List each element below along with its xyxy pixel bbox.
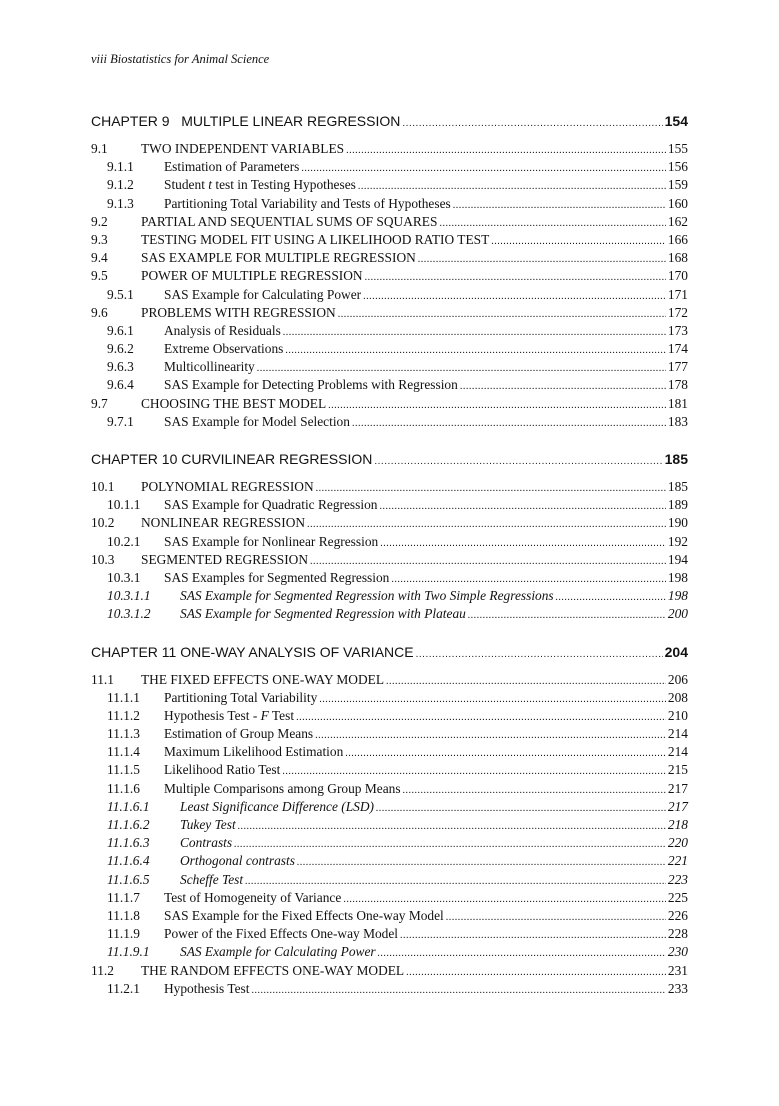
- page-number: 220: [667, 835, 688, 851]
- page-number: 228: [667, 926, 688, 942]
- leader-dots: [283, 324, 666, 342]
- page-number: 218: [667, 817, 688, 832]
- toc-entry: [91, 569, 688, 587]
- leader-dots: [406, 964, 666, 982]
- leader-dots: [315, 727, 666, 745]
- chapter-page: 204: [664, 643, 688, 660]
- section-title: CHOOSING THE BEST MODEL: [141, 395, 327, 411]
- section-number: 9.1.3: [107, 195, 134, 211]
- chapter-title: CHAPTER 9 MULTIPLE LINEAR REGRESSION: [91, 113, 401, 129]
- page-number: 171: [667, 286, 688, 302]
- page-number: 225: [667, 889, 688, 905]
- toc-entry: [91, 231, 688, 249]
- toc-entry: [91, 267, 688, 285]
- section-title: Contrasts: [180, 835, 233, 851]
- section-title: Likelihood Ratio Test: [164, 762, 281, 778]
- section-title: Hypothesis Test: [164, 980, 250, 996]
- page-number: 233: [667, 980, 688, 996]
- section-number: 11.1.4: [107, 744, 140, 760]
- chapter-heading: [91, 448, 688, 470]
- title-italic-part: F: [260, 707, 269, 723]
- toc-entry: [91, 725, 688, 743]
- leader-dots: [319, 691, 666, 709]
- section-number: 9.2: [91, 213, 108, 229]
- section-title: THE FIXED EFFECTS ONE-WAY MODEL: [141, 671, 385, 687]
- section-number: 11.1.6.5: [107, 871, 150, 887]
- title-part: test in Testing Hypotheses: [212, 177, 356, 193]
- section-title: POWER OF MULTIPLE REGRESSION: [141, 268, 363, 284]
- section-title: Tukey Test: [180, 817, 236, 832]
- section-title: SAS Example for Quadratic Regression: [164, 497, 378, 513]
- title-italic-part: t: [208, 177, 212, 193]
- section-title: SAS Example for Segmented Regression with Plateau: [180, 606, 466, 622]
- section-title: SAS Example for Segmented Regression with Two Simple Regressions: [180, 588, 554, 604]
- section-title: Estimation of Parameters: [164, 159, 300, 175]
- leader-dots: [297, 854, 666, 872]
- toc-entry: [91, 358, 688, 376]
- page-number: 208: [667, 689, 688, 705]
- section-number: 10.3.1: [107, 569, 141, 585]
- leader-dots: [400, 927, 666, 945]
- section-number: 11.1.5: [107, 762, 140, 778]
- section-title: Scheffe Test: [180, 871, 244, 887]
- section-number: 10.3.1.1: [107, 588, 151, 604]
- chapter-title: CHAPTER 10 CURVILINEAR REGRESSION: [91, 451, 373, 467]
- toc-entry: [91, 761, 688, 779]
- section-title: Analysis of Residuals: [164, 322, 281, 338]
- page-number: 170: [667, 268, 688, 284]
- chapter-heading: [91, 641, 688, 663]
- page-number: 174: [667, 341, 688, 357]
- toc-entry: [91, 496, 688, 514]
- leader-dots: [460, 378, 666, 396]
- toc-entry: [91, 852, 688, 870]
- section-number: 9.7: [91, 395, 108, 411]
- toc-entry: [91, 176, 688, 194]
- leader-dots: [296, 709, 666, 727]
- section-title: SAS Example for Calculating Power: [180, 944, 376, 960]
- page-number: 178: [667, 377, 688, 393]
- section-title: TWO INDEPENDENT VARIABLES: [141, 141, 345, 156]
- section-number: 9.5.1: [107, 286, 134, 302]
- leader-dots: [251, 982, 665, 1000]
- toc-entry: [91, 798, 688, 816]
- chapter-heading: [91, 110, 688, 132]
- section-number: 9.3: [91, 231, 108, 247]
- section-title: Multicollinearity: [164, 359, 255, 375]
- toc-entry: [91, 743, 688, 761]
- section-number: 11.1.2: [107, 707, 140, 723]
- section-title: POLYNOMIAL REGRESSION: [141, 479, 314, 494]
- page-number: 168: [667, 250, 688, 266]
- section-title: Power of the Fixed Effects One-way Model: [164, 926, 399, 942]
- section-title: Maximum Likelihood Estimation: [164, 744, 344, 760]
- section-number: 11.1.6.3: [107, 835, 150, 851]
- toc-entry: [91, 478, 688, 496]
- section-number: 10.2: [91, 515, 115, 531]
- page-number: 217: [667, 780, 688, 796]
- section-title: NONLINEAR REGRESSION: [141, 515, 306, 531]
- section-number: 11.1.9.1: [107, 944, 150, 960]
- section-title: THE RANDOM EFFECTS ONE-WAY MODEL: [141, 962, 405, 978]
- section-number: 9.5: [91, 268, 108, 284]
- toc-entry: [91, 514, 688, 532]
- page-number: 162: [667, 213, 688, 229]
- page-number: 210: [667, 707, 688, 723]
- leader-dots: [345, 745, 666, 763]
- leader-dots: [403, 782, 666, 800]
- section-title: Estimation of Group Means: [164, 726, 314, 742]
- table-of-contents: [91, 110, 688, 998]
- page-number: 194: [667, 551, 688, 567]
- leader-dots: [379, 498, 665, 516]
- toc-entry: [91, 249, 688, 267]
- section-number: 11.1: [91, 671, 114, 687]
- section-title: [164, 176, 356, 194]
- section-title: SAS Example for Calculating Power: [164, 286, 362, 302]
- page-number: 159: [667, 177, 688, 193]
- section-title: SAS Examples for Segmented Regression: [164, 569, 390, 585]
- section-number: 9.1.2: [107, 177, 134, 193]
- section-number: 11.1.7: [107, 889, 140, 905]
- leader-dots: [446, 909, 666, 927]
- page-number: 206: [667, 671, 688, 687]
- page-number: 189: [667, 497, 688, 513]
- page-number: 223: [667, 871, 688, 887]
- section-number: 11.1.1: [107, 689, 140, 705]
- page-number: 198: [667, 588, 688, 604]
- leader-dots: [376, 800, 666, 818]
- page-number: 183: [667, 413, 688, 429]
- toc-entry: [91, 376, 688, 394]
- section-title: SAS EXAMPLE FOR MULTIPLE REGRESSION: [141, 250, 416, 266]
- toc-entry: [91, 871, 688, 889]
- section-number: 11.2: [91, 962, 114, 978]
- title-part: Student: [164, 177, 209, 193]
- page-number: 215: [667, 762, 688, 778]
- leader-dots: [416, 644, 663, 666]
- title-part: Test: [268, 707, 295, 723]
- leader-dots: [418, 251, 666, 269]
- section-number: 11.1.3: [107, 726, 140, 742]
- section-number: 11.1.6.1: [107, 798, 150, 814]
- page-number: 160: [667, 195, 688, 211]
- page-number: 198: [667, 569, 688, 585]
- page-number: 190: [667, 515, 688, 531]
- toc-entry: [91, 889, 688, 907]
- toc-entry: [91, 340, 688, 358]
- section-number: 10.1: [91, 479, 115, 494]
- section-title: Least Significance Difference (LSD): [180, 798, 374, 814]
- section-number: 11.1.9: [107, 926, 140, 942]
- section-number: 11.1.6.2: [107, 817, 150, 832]
- toc-entry: [91, 413, 688, 431]
- page-number: 230: [667, 944, 688, 960]
- toc-entry: [91, 195, 688, 213]
- toc-entry: [91, 551, 688, 569]
- section-title: Multiple Comparisons among Group Means: [164, 780, 401, 796]
- section-title: PROBLEMS WITH REGRESSION: [141, 304, 336, 320]
- toc-entry: [91, 707, 688, 725]
- page-number: 221: [667, 853, 688, 869]
- section-title: SAS Example for the Fixed Effects One-way Model: [164, 907, 444, 923]
- toc-entry: [91, 834, 688, 852]
- title-part: Hypothesis Test -: [164, 707, 261, 723]
- page-number: 192: [667, 533, 688, 549]
- section-title: Extreme Observations: [164, 341, 284, 357]
- leader-dots: [378, 945, 666, 963]
- section-number: 11.1.8: [107, 907, 140, 923]
- leader-dots: [374, 451, 662, 473]
- leader-dots: [338, 306, 666, 324]
- page-number: 214: [667, 726, 688, 742]
- page-number: 200: [667, 606, 688, 622]
- section-number: 10.1.1: [107, 497, 141, 513]
- leader-dots: [380, 535, 666, 553]
- toc-entry: [91, 605, 688, 623]
- page-number: 156: [667, 159, 688, 175]
- chapter-title: CHAPTER 11 ONE-WAY ANALYSIS OF VARIANCE: [91, 643, 414, 660]
- section-title: SAS Example for Detecting Problems with Regression: [164, 377, 458, 393]
- section-number: 11.1.6: [107, 780, 140, 796]
- section-number: 10.3.1.2: [107, 606, 151, 622]
- leader-dots: [468, 607, 666, 625]
- section-number: 9.1: [91, 141, 108, 156]
- section-number: 9.6.1: [107, 322, 134, 338]
- toc-entry: [91, 322, 688, 340]
- section-number: 11.1.6.4: [107, 853, 150, 869]
- section-number: 9.6.2: [107, 341, 134, 357]
- leader-dots: [556, 589, 666, 607]
- leader-dots: [363, 288, 666, 306]
- toc-entry: [91, 587, 688, 605]
- leader-dots: [301, 160, 666, 178]
- section-title: Partitioning Total Variability: [164, 689, 318, 705]
- section-number: 10.3: [91, 551, 115, 567]
- chapter-page: 185: [664, 451, 688, 467]
- page-number: 217: [667, 798, 688, 814]
- toc-entry: [91, 980, 688, 998]
- section-title: [164, 707, 294, 725]
- section-title: SEGMENTED REGRESSION: [141, 551, 309, 567]
- section-title: PARTIAL AND SEQUENTIAL SUMS OF SQUARES: [141, 213, 438, 229]
- section-number: 9.7.1: [107, 413, 134, 429]
- section-number: 9.6.4: [107, 377, 134, 393]
- toc-entry: [91, 925, 688, 943]
- chapter-page: 154: [664, 113, 688, 129]
- page-number: 181: [667, 395, 688, 411]
- toc-entry: [91, 943, 688, 961]
- leader-dots: [365, 269, 666, 287]
- page-number: 226: [667, 907, 688, 923]
- toc-entry: [91, 286, 688, 304]
- section-number: 9.4: [91, 250, 108, 266]
- leader-dots: [285, 342, 666, 360]
- section-number: 9.6: [91, 304, 108, 320]
- section-number: 11.2.1: [107, 980, 140, 996]
- section-number: 9.1.1: [107, 159, 134, 175]
- section-title: Test of Homogeneity of Variance: [164, 889, 342, 905]
- toc-entry: [91, 671, 688, 689]
- page-number: 214: [667, 744, 688, 760]
- section-number: 9.6.3: [107, 359, 134, 375]
- page-number: 172: [667, 304, 688, 320]
- section-title: SAS Example for Model Selection: [164, 413, 350, 429]
- running-head: viii Biostatistics for Animal Science: [91, 52, 270, 66]
- page-number: 155: [667, 141, 688, 156]
- leader-dots: [491, 233, 666, 251]
- toc-entry: [91, 395, 688, 413]
- page-number: 231: [667, 962, 688, 978]
- toc-entry: [91, 304, 688, 322]
- section-title: Partitioning Total Variability and Tests of Hypotheses: [164, 195, 451, 211]
- toc-entry: [91, 962, 688, 980]
- section-title: TESTING MODEL FIT USING A LIKELIHOOD RATIO TEST: [141, 231, 490, 247]
- leader-dots: [402, 113, 662, 135]
- leader-dots: [346, 142, 666, 160]
- toc-entry: [91, 780, 688, 798]
- toc-entry: [91, 816, 688, 834]
- leader-dots: [386, 673, 666, 691]
- section-title: Orthogonal contrasts: [180, 853, 295, 869]
- leader-dots: [328, 397, 666, 415]
- page-number: 177: [667, 359, 688, 375]
- page-number: 185: [667, 479, 688, 494]
- toc-entry: [91, 533, 688, 551]
- toc-entry: [91, 213, 688, 231]
- leader-dots: [352, 415, 666, 433]
- toc-entry: [91, 140, 688, 158]
- toc-entry: [91, 907, 688, 925]
- leader-dots: [238, 818, 666, 836]
- leader-dots: [234, 836, 666, 854]
- section-number: 10.2.1: [107, 533, 141, 549]
- page-number: 166: [667, 231, 688, 247]
- page-number: 173: [667, 322, 688, 338]
- toc-entry: [91, 689, 688, 707]
- leader-dots: [453, 197, 666, 215]
- toc-entry: [91, 158, 688, 176]
- section-title: SAS Example for Nonlinear Regression: [164, 533, 379, 549]
